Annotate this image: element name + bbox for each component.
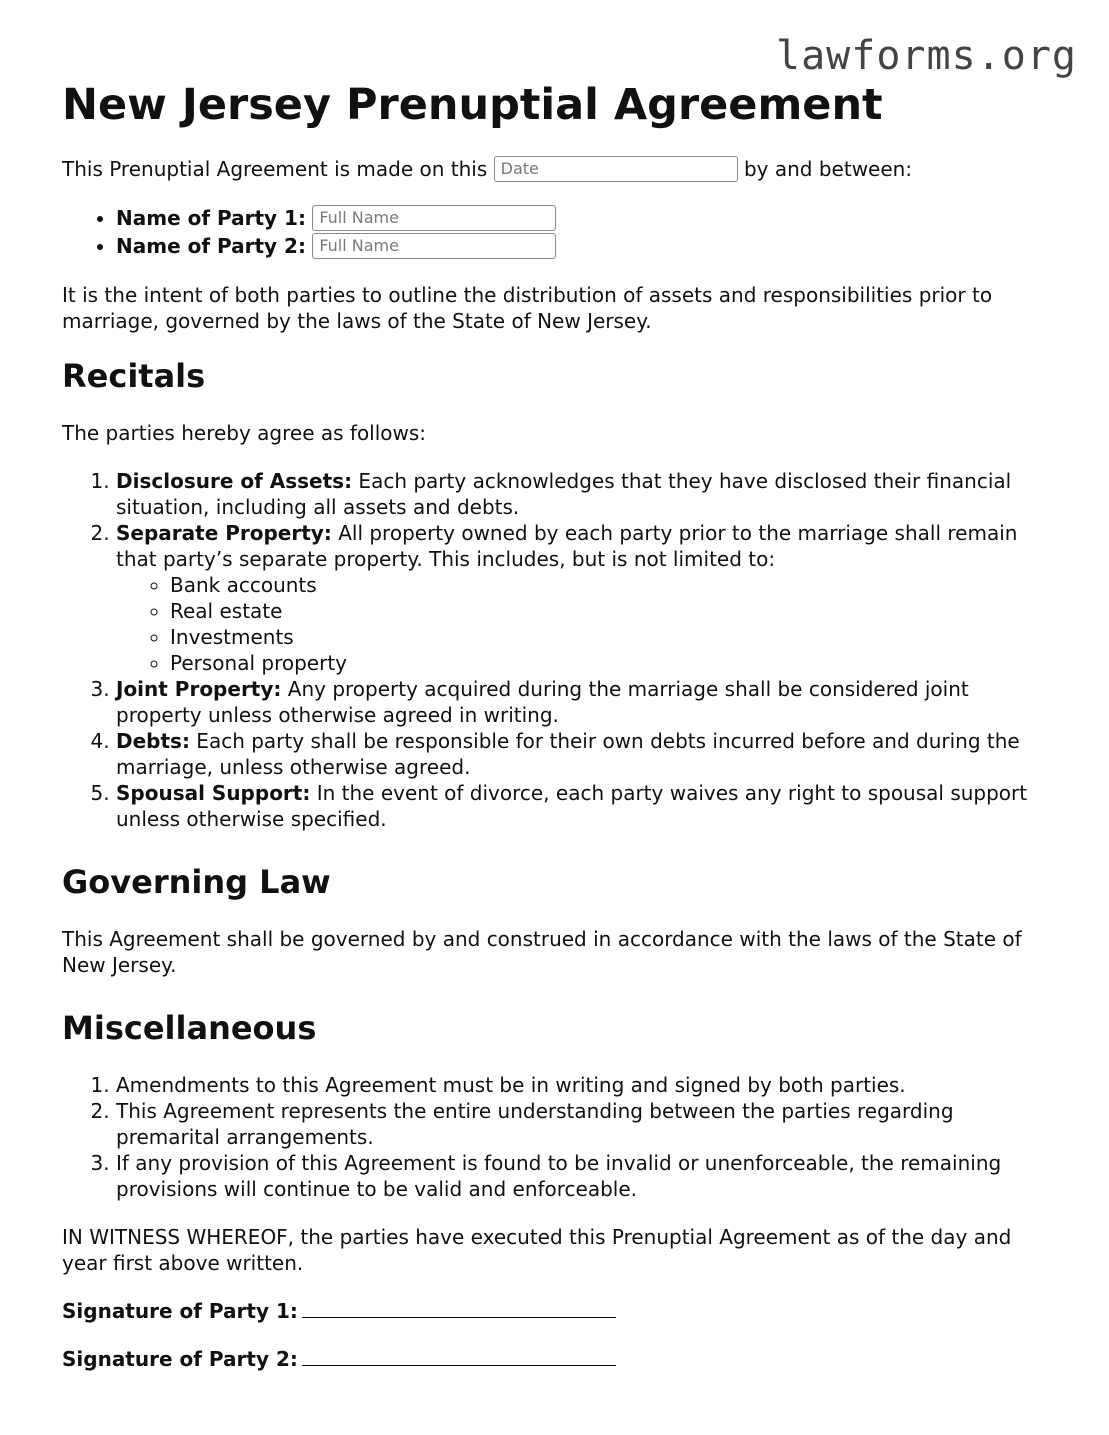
list-item: ◦ Bank accounts xyxy=(170,572,1052,598)
recital-text: All property owned by each party prior to the marriage shall remain that party’s separate property. This includes, but is not limited to: xyxy=(116,521,1018,571)
party-1-label: Name of Party 1: xyxy=(116,206,306,230)
page-title: New Jersey Prenuptial Agreement xyxy=(62,80,883,130)
separate-property-list xyxy=(116,572,1052,676)
recital-term: Joint Property: xyxy=(116,677,282,701)
signature-party-1 xyxy=(62,1298,1052,1324)
list-item: ◦ Real estate xyxy=(170,598,1052,624)
recitals-lead: The parties hereby agree as follows: xyxy=(62,421,427,445)
governing-law-text: This Agreement shall be governed by and construed in accordance with the laws of the State of New Jersey. xyxy=(62,927,1022,977)
signature-party-1-line[interactable] xyxy=(302,1299,616,1318)
recitals-list xyxy=(62,468,1052,832)
recital-text: Each party acknowledges that they have disclosed their financial situation, including all assets and debts. xyxy=(116,469,1012,519)
signature-party-2-line[interactable] xyxy=(302,1347,616,1366)
recital-item xyxy=(116,468,1052,520)
party-1-name-input[interactable] xyxy=(312,205,556,231)
date-input[interactable] xyxy=(494,156,738,182)
signature-party-2-label: Signature of Party 2: xyxy=(62,1347,298,1371)
party-2-item xyxy=(116,232,1052,260)
intro-paragraph xyxy=(62,156,1052,182)
miscellaneous-heading: Miscellaneous xyxy=(62,1009,317,1047)
recital-term: Separate Property: xyxy=(116,521,332,545)
document-body xyxy=(62,78,1052,1394)
party-1-item xyxy=(116,204,1052,232)
recital-term: Spousal Support: xyxy=(116,781,311,805)
party-2-name-input[interactable] xyxy=(312,233,556,259)
recital-term: Disclosure of Assets: xyxy=(116,469,353,493)
list-item: ◦ Personal property xyxy=(170,650,1052,676)
signature-party-2 xyxy=(62,1346,1052,1372)
site-watermark: lawforms.org xyxy=(776,33,1077,79)
intro-text-before: This Prenuptial Agreement is made on this xyxy=(62,157,488,181)
recitals-heading: Recitals xyxy=(62,357,206,395)
miscellaneous-list xyxy=(62,1072,1052,1202)
governing-law-heading: Governing Law xyxy=(62,863,331,901)
recital-item xyxy=(116,676,1052,728)
recital-text: Each party shall be responsible for their own debts incurred before and during the marriage, unless otherwise agreed. xyxy=(116,729,1020,779)
signature-party-1-label: Signature of Party 1: xyxy=(62,1299,298,1323)
parties-list xyxy=(62,204,1052,260)
recital-item xyxy=(116,780,1052,832)
misc-item: 1. Amendments to this Agreement must be in writing and signed by both parties. xyxy=(116,1072,1052,1098)
recital-text: Any property acquired during the marriage shall be considered joint property unless otherwise agreed in writing. xyxy=(116,677,969,727)
party-2-label: Name of Party 2: xyxy=(116,234,306,258)
recital-term: Debts: xyxy=(116,729,190,753)
recital-item xyxy=(116,520,1052,676)
recital-item xyxy=(116,728,1052,780)
misc-item: 3. If any provision of this Agreement is found to be invalid or unenforceable, the remaining provisions will continue to be valid and enforceable. xyxy=(116,1150,1052,1202)
witness-paragraph: IN WITNESS WHEREOF, the parties have executed this Prenuptial Agreement as of the day and year first above written. xyxy=(62,1225,1012,1275)
intent-paragraph: It is the intent of both parties to outline the distribution of assets and responsibilities prior to marriage, governed by the laws of the State of New Jersey. xyxy=(62,283,993,333)
list-item: ◦ Investments xyxy=(170,624,1052,650)
recital-text: In the event of divorce, each party waives any right to spousal support unless otherwise specified. xyxy=(116,781,1028,831)
misc-item: 2. This Agreement represents the entire understanding between the parties regarding premarital arrangements. xyxy=(116,1098,1052,1150)
intro-text-after: by and between: xyxy=(743,157,913,181)
